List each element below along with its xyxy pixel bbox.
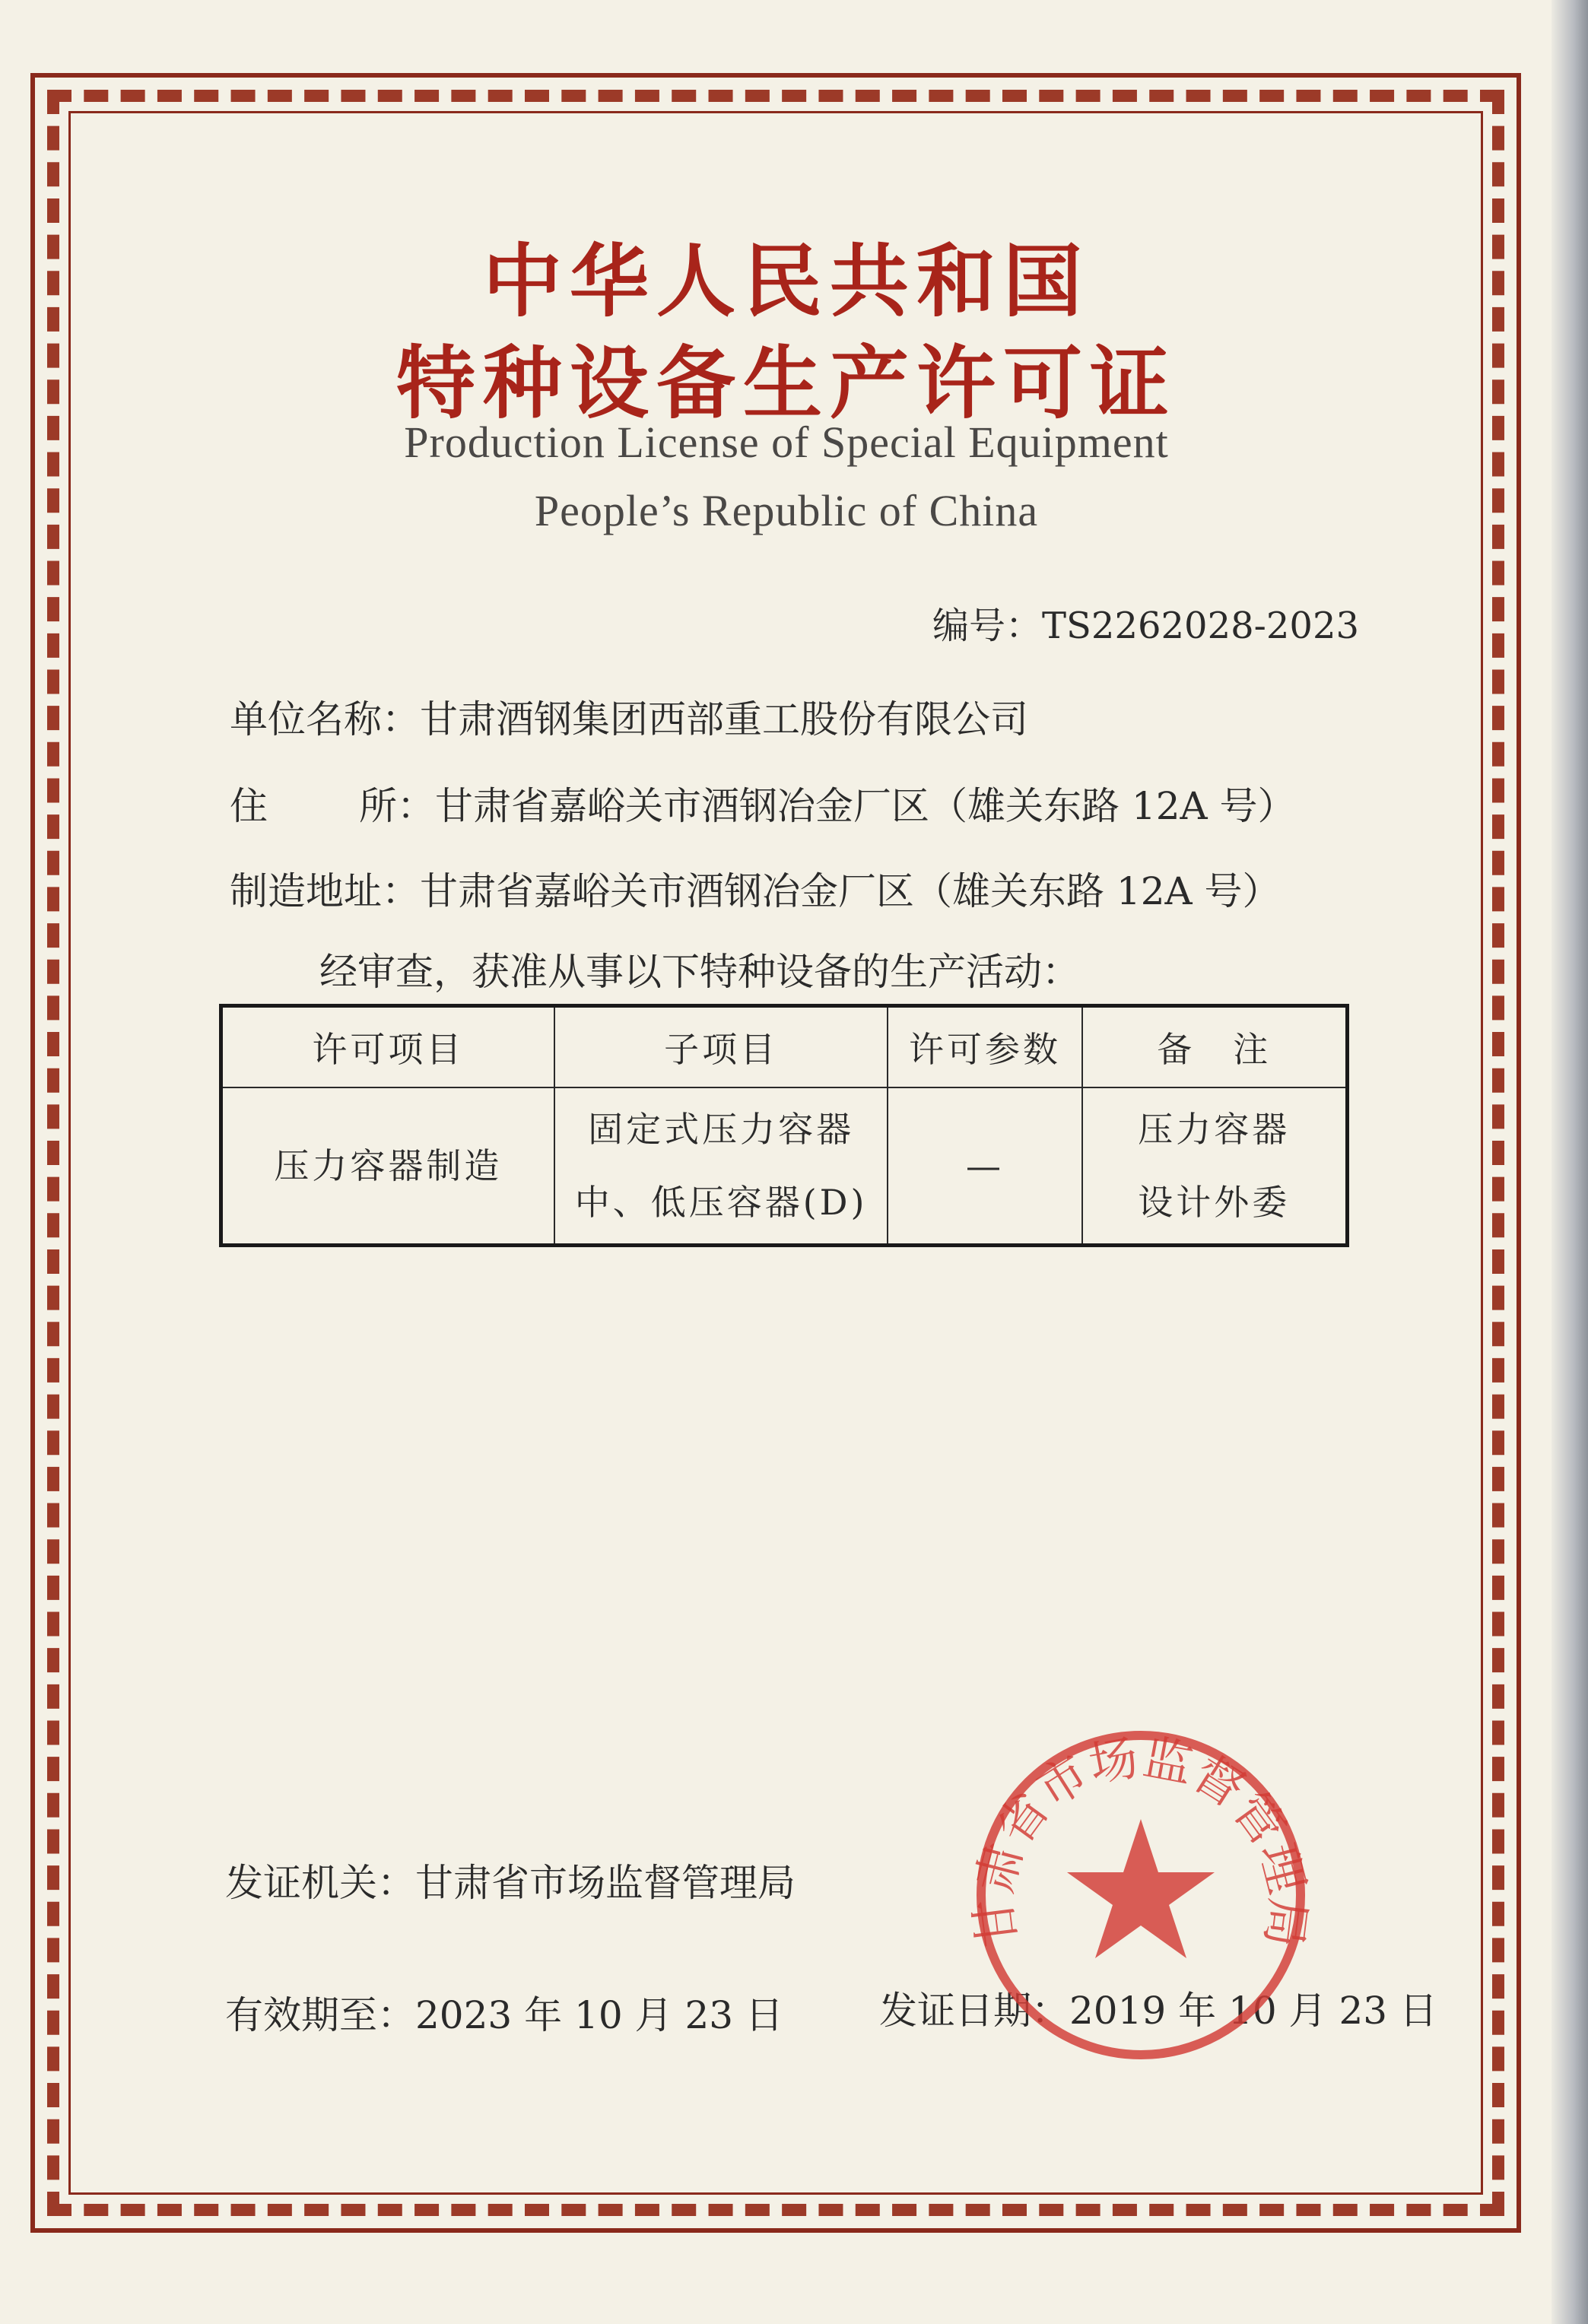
permit-table-header-row xyxy=(221,1006,1348,1088)
cell-permit-item: 压力容器制造 xyxy=(221,1087,554,1246)
cell-notes-line2: 设计外委 xyxy=(1138,1182,1291,1223)
intro-text: 经审查，获准从事以下特种设备的生产活动： xyxy=(319,950,1080,994)
seal-star-icon xyxy=(1067,1819,1215,1958)
header-permit-item: 许可项目 xyxy=(221,1006,554,1088)
issuer-value: 甘肃省市场监督管理局 xyxy=(415,1861,796,1905)
unit-name-value: 甘肃酒钢集团西部重工股份有限公司 xyxy=(420,697,1028,741)
cell-sub-item-line2: 中、低压容器(D) xyxy=(574,1182,868,1223)
cell-sub-item-line1: 固定式压力容器 xyxy=(588,1109,855,1150)
address-row xyxy=(230,776,1296,830)
official-seal xyxy=(966,1720,1316,2070)
unit-name-row xyxy=(230,689,1028,744)
unit-name-label: 单位名称： xyxy=(230,697,420,741)
title-cn-line1: 中华人民共和国 xyxy=(482,235,1090,328)
address-label-b: 所： xyxy=(359,784,435,828)
cell-permit-params: — xyxy=(888,1087,1081,1246)
issuer-label: 发证机关： xyxy=(225,1861,415,1905)
issuer-row xyxy=(225,1853,796,1907)
cell-notes-line1: 压力容器 xyxy=(1138,1109,1291,1150)
valid-until: 有效期至：2023 年 10 月 23 日 xyxy=(225,1993,783,2037)
mfg-address-row xyxy=(230,861,1281,916)
cell-sub-item xyxy=(554,1087,888,1246)
table-row xyxy=(221,1087,1348,1246)
license-number: 编号：TS2262028-2023 xyxy=(932,605,1360,647)
title-en-line2: People’s Republic of China xyxy=(534,486,1039,535)
seal-text: 甘肃省市场监督管理局 xyxy=(966,1729,1316,1951)
header-permit-params: 许可参数 xyxy=(888,1006,1081,1088)
permit-table xyxy=(219,1004,1349,1247)
mfg-address-value: 甘肃省嘉峪关市酒钢冶金厂区（雄关东路 12A 号） xyxy=(420,869,1281,913)
issue-date: 发证日期：2019 年 10 月 23 日 xyxy=(879,1989,1437,2033)
address-value: 甘肃省嘉峪关市酒钢冶金厂区（雄关东路 12A 号） xyxy=(435,784,1296,828)
cell-notes xyxy=(1082,1087,1348,1246)
address-label-a: 住 xyxy=(230,784,268,828)
header-notes: 备 注 xyxy=(1082,1006,1348,1088)
title-cn-line2: 特种设备生产许可证 xyxy=(395,337,1177,430)
mfg-address-label: 制造地址： xyxy=(230,869,420,913)
header-sub-item: 子项目 xyxy=(554,1006,888,1088)
title-en-line1: Production License of Special Equipment xyxy=(404,417,1169,467)
